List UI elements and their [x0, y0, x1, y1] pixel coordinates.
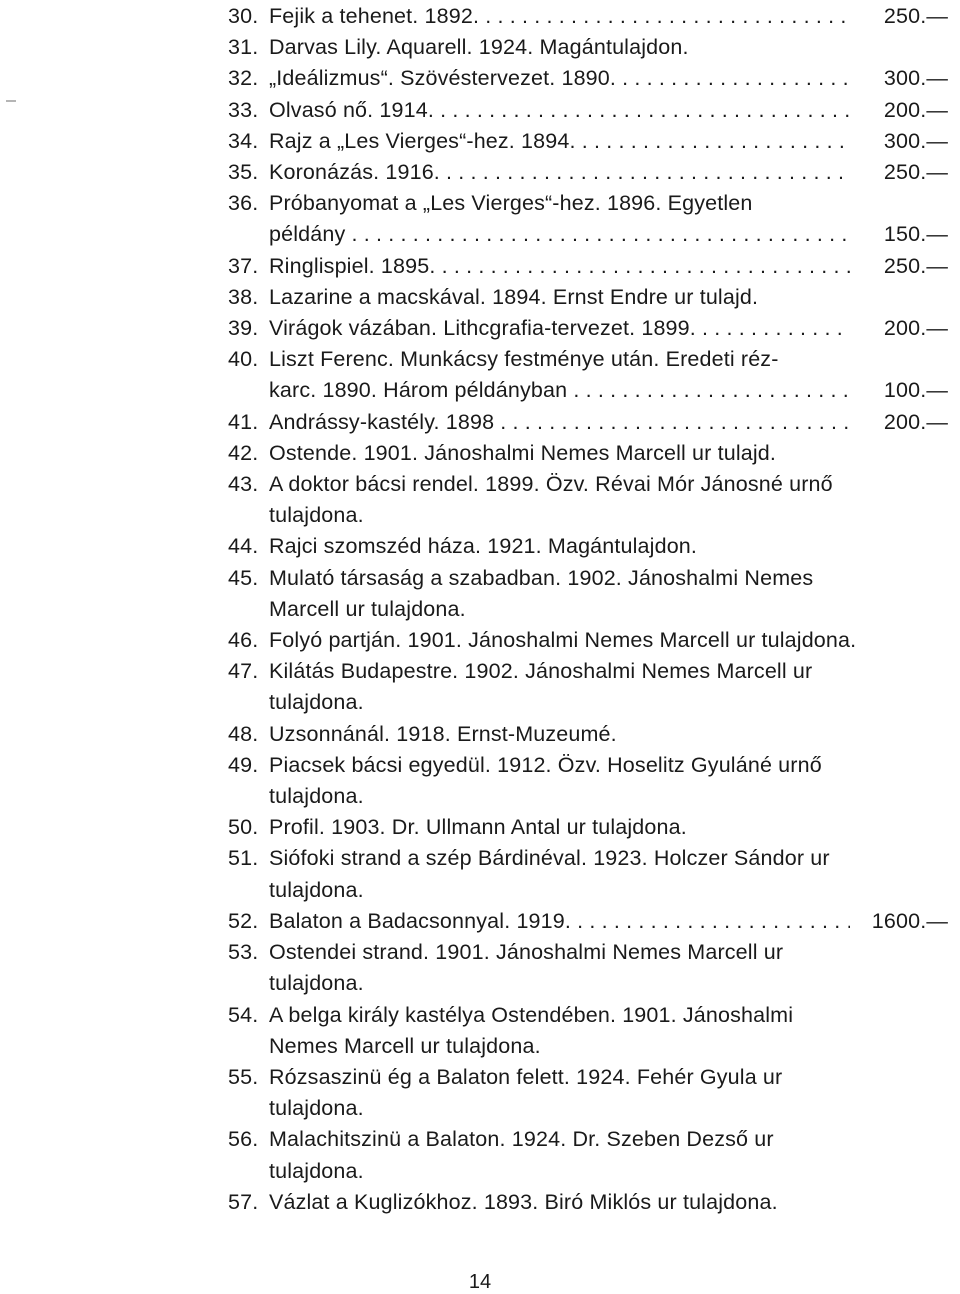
catalog-entry — [228, 531, 950, 562]
entry-text: Mulató társaság a szabadban. 1902. Jánoshalmi Nemes Marcell ur tulajdona. — [269, 565, 814, 621]
entry-price: 300.— — [883, 128, 948, 153]
entry-price: 250.— — [883, 4, 948, 28]
entry-number: 53. — [228, 940, 259, 965]
entry-text — [269, 188, 850, 250]
entry-text: Profil. 1903. Dr. Ullmann Antal ur tulajdona. — [269, 815, 687, 840]
entry-number: 41. — [228, 409, 259, 434]
entry-title: Liszt Ferenc. Munkácsy festménye után. Eredeti réz- — [269, 347, 779, 372]
entry-number: 36. — [228, 191, 259, 216]
entry-text — [269, 313, 850, 344]
page-number: 14 — [468, 1271, 492, 1293]
entry-title: Koronázás. 1916. . . . — [269, 157, 850, 188]
catalog-entry — [228, 656, 950, 718]
entry-number: 52. — [228, 908, 259, 933]
entry-title-continued: karc. 1890. Három példányban . . . — [269, 375, 850, 406]
catalog-entry — [228, 625, 950, 656]
entry-text: Kilátás Budapestre. 1902. Jánoshalmi Nemes Marcell ur tulajdona. — [269, 659, 813, 715]
entry-text: Ostende. 1901. Jánoshalmi Nemes Marcell ur tulajd. — [269, 440, 777, 465]
catalog-entry — [228, 469, 950, 531]
entry-number: 43. — [228, 472, 259, 497]
catalog-entry — [228, 313, 950, 344]
entry-title: Virágok vázában. Lithcgrafia-tervezet. 1899. . . . — [269, 313, 850, 344]
catalog-entry — [228, 95, 950, 126]
entry-number: 38. — [228, 284, 259, 309]
entry-price: 250.— — [883, 160, 948, 185]
catalog-entry — [228, 282, 950, 313]
entry-number: 54. — [228, 1002, 259, 1027]
entry-price: 200.— — [883, 316, 948, 341]
entry-number: 37. — [228, 253, 259, 278]
entry-number: 56. — [228, 1127, 259, 1152]
entry-text: Siófoki strand a szép Bárdinéval. 1923. Holczer Sándor ur tulajdona. — [269, 846, 830, 902]
entry-number: 45. — [228, 565, 259, 590]
catalog-entry — [228, 906, 950, 937]
entry-text: Rózsaszinü ég a Balaton felett. 1924. Fehér Gyula ur tulajdona. — [269, 1064, 783, 1121]
entry-number: 34. — [228, 128, 259, 153]
catalog-entry — [228, 63, 950, 94]
entry-number: 46. — [228, 628, 259, 653]
entry-number: 49. — [228, 752, 259, 777]
catalog-entry — [228, 344, 950, 406]
entry-number: 39. — [228, 316, 259, 341]
entry-number: 30. — [228, 4, 259, 28]
catalog-list — [228, 1, 950, 1218]
entry-title: Balaton a Badacsonnyal. 1919. . . . — [269, 906, 850, 937]
entry-title: Próbanyomat a „Les Vierges“-hez. 1896. Egyetlen — [269, 191, 753, 216]
entry-number: 35. — [228, 160, 259, 185]
entry-price: 300.— — [883, 66, 948, 91]
entry-text — [269, 95, 850, 126]
catalog-entry — [228, 1124, 950, 1186]
entry-number: 32. — [228, 66, 259, 91]
entry-number: 33. — [228, 97, 259, 122]
entry-title: Andrássy-kastély. 1898 . . . — [269, 407, 850, 438]
catalog-entry — [228, 843, 950, 905]
entry-number: 48. — [228, 721, 259, 746]
catalog-entry — [228, 812, 950, 843]
entry-number: 47. — [228, 659, 259, 684]
entry-text: Ostendei strand. 1901. Jánoshalmi Nemes Marcell ur tulajdona. — [269, 940, 784, 996]
entry-title: Olvasó nő. 1914. . . . — [269, 95, 850, 126]
entry-price: 200.— — [883, 97, 948, 122]
catalog-entry — [228, 438, 950, 469]
catalog-entry — [228, 407, 950, 438]
entry-number: 42. — [228, 440, 259, 465]
entry-text — [269, 1, 850, 32]
entry-number: 50. — [228, 815, 259, 840]
entry-text — [269, 251, 850, 282]
entry-text: Piacsek bácsi egyedül. 1912. Özv. Hoselitz Gyuláné urnő tulajdona. — [269, 752, 822, 809]
entry-text — [269, 126, 850, 157]
catalog-entry — [228, 157, 950, 188]
entry-text: Rajci szomszéd háza. 1921. Magántulajdon. — [269, 534, 698, 559]
entry-text: Malachitszinü a Balaton. 1924. Dr. Szeben Dezső ur tulajdona. — [269, 1127, 774, 1183]
entry-text — [269, 906, 850, 937]
entry-number: 40. — [228, 347, 259, 372]
entry-text — [269, 407, 850, 438]
entry-price: 1600.— — [871, 908, 948, 933]
entry-text — [269, 157, 850, 188]
entry-text: Darvas Lily. Aquarell. 1924. Magántulajdon. — [269, 35, 689, 60]
entry-text: A belga király kastélya Ostendében. 1901. Jánoshalmi Nemes Marcell ur tulajdona. — [269, 1002, 794, 1058]
catalog-entry — [228, 563, 950, 625]
entry-price: 100.— — [883, 378, 948, 403]
entry-text: Folyó partján. 1901. Jánoshalmi Nemes Marcell ur tulajdona. — [269, 628, 857, 653]
catalog-entry — [228, 1, 950, 32]
entry-text: Lazarine a macskával. 1894. Ernst Endre ur tulajd. — [269, 284, 759, 309]
catalog-entry — [228, 1062, 950, 1124]
entry-title: Rajz a „Les Vierges“-hez. 1894. . . . — [269, 126, 850, 157]
catalog-entry — [228, 719, 950, 750]
catalog-entry — [228, 1187, 950, 1218]
entry-text — [269, 63, 850, 94]
entry-text: Uzsonnánál. 1918. Ernst-Muzeumé. — [269, 721, 617, 746]
entry-price: 200.— — [883, 409, 948, 434]
margin-mark — [6, 100, 16, 102]
entry-number: 31. — [228, 35, 259, 60]
catalog-entry — [228, 126, 950, 157]
entry-number: 51. — [228, 846, 259, 871]
entry-text: A doktor bácsi rendel. 1899. Özv. Révai Mór Jánosné urnő tulajdona. — [269, 472, 833, 528]
catalog-entry — [228, 750, 950, 812]
catalog-entry — [228, 1000, 950, 1062]
catalog-entry — [228, 188, 950, 250]
entry-price: 150.— — [883, 222, 948, 247]
entry-title-continued: példány . . . — [269, 219, 850, 250]
catalog-entry — [228, 32, 950, 63]
entry-title: Ringlispiel. 1895. . . . — [269, 251, 850, 282]
entry-number: 55. — [228, 1064, 259, 1089]
catalog-entry — [228, 251, 950, 282]
entry-text — [269, 344, 850, 406]
entry-price: 250.— — [883, 253, 948, 278]
entry-number: 57. — [228, 1189, 259, 1214]
entry-title: Fejik a tehenet. 1892. . . . — [269, 1, 850, 32]
entry-number: 44. — [228, 534, 259, 559]
catalog-entry — [228, 937, 950, 999]
entry-text: Vázlat a Kuglizókhoz. 1893. Biró Miklós ur tulajdona. — [269, 1189, 778, 1214]
entry-title: „Ideálizmus“. Szövéstervezet. 1890. . . . — [269, 63, 850, 94]
